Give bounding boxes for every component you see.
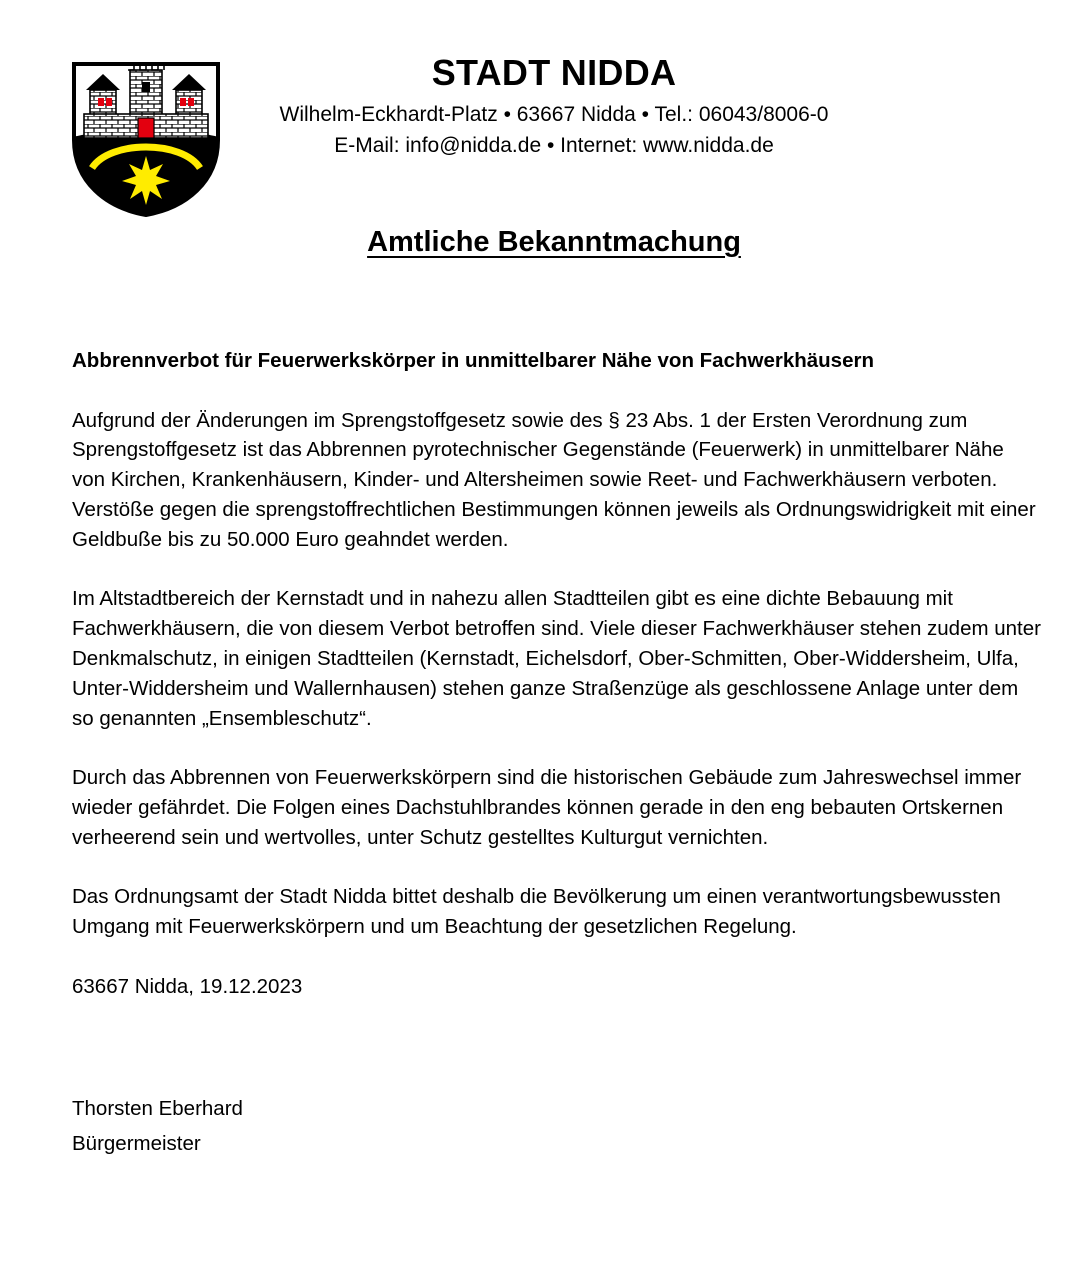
contact-email-web-line: E-Mail: info@nidda.de • Internet: www.nidda.de [334,134,774,157]
body-paragraph-1: Aufgrund der Änderungen im Sprengstoffgesetz sowie des § 23 Abs. 1 der Ersten Verordnung zum Sprengstoffgesetz ist das Abbrennen pyrotechnischer Gegenstände (Feuerwerk) in unmittelbarer Nähe von Kirchen, Krankenhäusern, Kinder- und Altersheimen sowie Reet- und Fachwerkhäusern verboten. Verstöße gegen die sprengstoffrechtlichen Bestimmungen können jeweils als Ordnungswidrigkeit mit einer Geldbuße bis zu 50.000 Euro geahndet werden. [72,408,1036,551]
place-date: 63667 Nidda, 19.12.2023 [72,974,303,998]
contact-address-line: Wilhelm-Eckhardt-Platz • 63667 Nidda • Tel.: 06043/8006-0 [279,103,829,126]
body-paragraph-3: Durch das Abbrennen von Feuerwerkskörpern sind die historischen Gebäude zum Jahreswechsel immer wieder gefährdet. Die Folgen eines Dachstuhlbrandes können gerade in den eng bebauten Ortskernen verheerend sein und wertvolles, unter Schutz gestelltes Kulturgut vernichten. [72,766,1022,849]
body-paragraph-4: Das Ordnungsamt der Stadt Nidda bittet deshalb die Bevölkerung um einen verantwortungsbewussten Umgang mit Feuerwerkskörpern und um Beachtung der gesetzlichen Regelung. [72,885,1001,939]
document-title: Amtliche Bekanntmachung [367,226,741,258]
body-paragraph-2: Im Altstadtbereich der Kernstadt und in nahezu allen Stadtteilen gibt es eine dichte Bebauung mit Fachwerkhäusern, die von diesem Verbot betroffen sind. Viele dieser Fachwerkhäuser stehen zudem unter Denkmalschutz, in einigen Stadtteilen (Kernstadt, Eichelsdorf, Ober-Schmitten, Ober-Widdersheim, Ulfa, Unter-Widdersheim und Wallernhausen) stehen ganze Straßenzüge als geschlossene Anlage unter dem so genannten „Ensembleschutz“. [72,587,1041,730]
signatory-name: Thorsten Eberhard [72,1096,243,1120]
org-name: STADT NIDDA [431,52,677,93]
signatory-role: Bürgermeister [72,1131,201,1155]
subject-line: Abbrennverbot für Feuerwerkskörper in unmittelbarer Nähe von Fachwerkhäusern [72,349,874,372]
document-body [72,346,1042,1161]
